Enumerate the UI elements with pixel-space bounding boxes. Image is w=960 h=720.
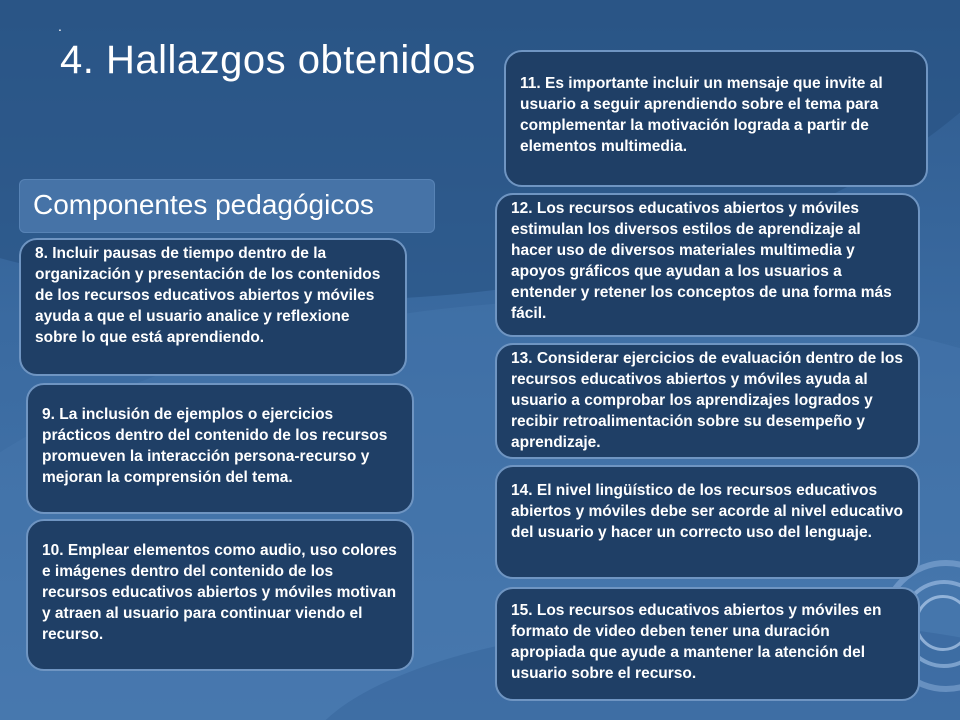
finding-text: 12. Los recursos educativos abiertos y móviles estimulan los diversos estilos de aprendizaje al hacer uso de diversos materiales multimedia y apoyos gráficos que ayudan a los usuarios a entender y retener los conceptos de una forma más fácil. <box>511 200 892 322</box>
finding-card-14 <box>495 465 920 579</box>
section-header-box <box>19 179 435 233</box>
section-header: Componentes pedagógicos <box>33 189 374 220</box>
finding-card-9 <box>26 383 414 514</box>
finding-card-10 <box>26 519 414 671</box>
finding-card-12 <box>495 193 920 337</box>
finding-card-8 <box>19 238 407 376</box>
finding-card-13 <box>495 343 920 459</box>
finding-text: 8. Incluir pausas de tiempo dentro de la organización y presentación de los contenidos de los recursos educativos abiertos y móviles ayuda a que el usuario analice y reflexione sobre lo que está aprendiendo. <box>35 245 381 346</box>
finding-text: 10. Emplear elementos como audio, uso colores e imágenes dentro del contenido de los recursos educativos abiertos y móviles motivan y atraen al usuario para continuar viendo el recurso. <box>42 542 397 643</box>
finding-text: 14. El nivel lingüístico de los recursos educativos abiertos y móviles debe ser acorde al nivel educativo del usuario y hacer un correcto uso del lenguaje. <box>511 482 903 541</box>
slide-title: 4. Hallazgos obtenidos <box>60 38 476 82</box>
finding-card-15 <box>495 587 920 701</box>
finding-text: 9. La inclusión de ejemplos o ejercicios prácticos dentro del contenido de los recursos promueven la interacción persona-recurso y mejoran la comprensión del tema. <box>42 406 388 486</box>
finding-text: 13. Considerar ejercicios de evaluación dentro de los recursos educativos abiertos y móviles ayuda al usuario a comprobar los aprendizajes logrados y recibir retroalimentación sobre su desempeño y aprendizaje. <box>511 350 903 451</box>
finding-card-11 <box>504 50 928 187</box>
finding-text: 11. Es importante incluir un mensaje que invite al usuario a seguir aprendiendo sobre el tema para complementar la motivación lograda a partir de elementos multimedia. <box>520 75 883 155</box>
title-dot: . <box>58 18 62 34</box>
finding-text: 15. Los recursos educativos abiertos y móviles en formato de video deben tener una duración apropiada que ayude a mantener la atención del usuario sobre el recurso. <box>511 602 882 682</box>
